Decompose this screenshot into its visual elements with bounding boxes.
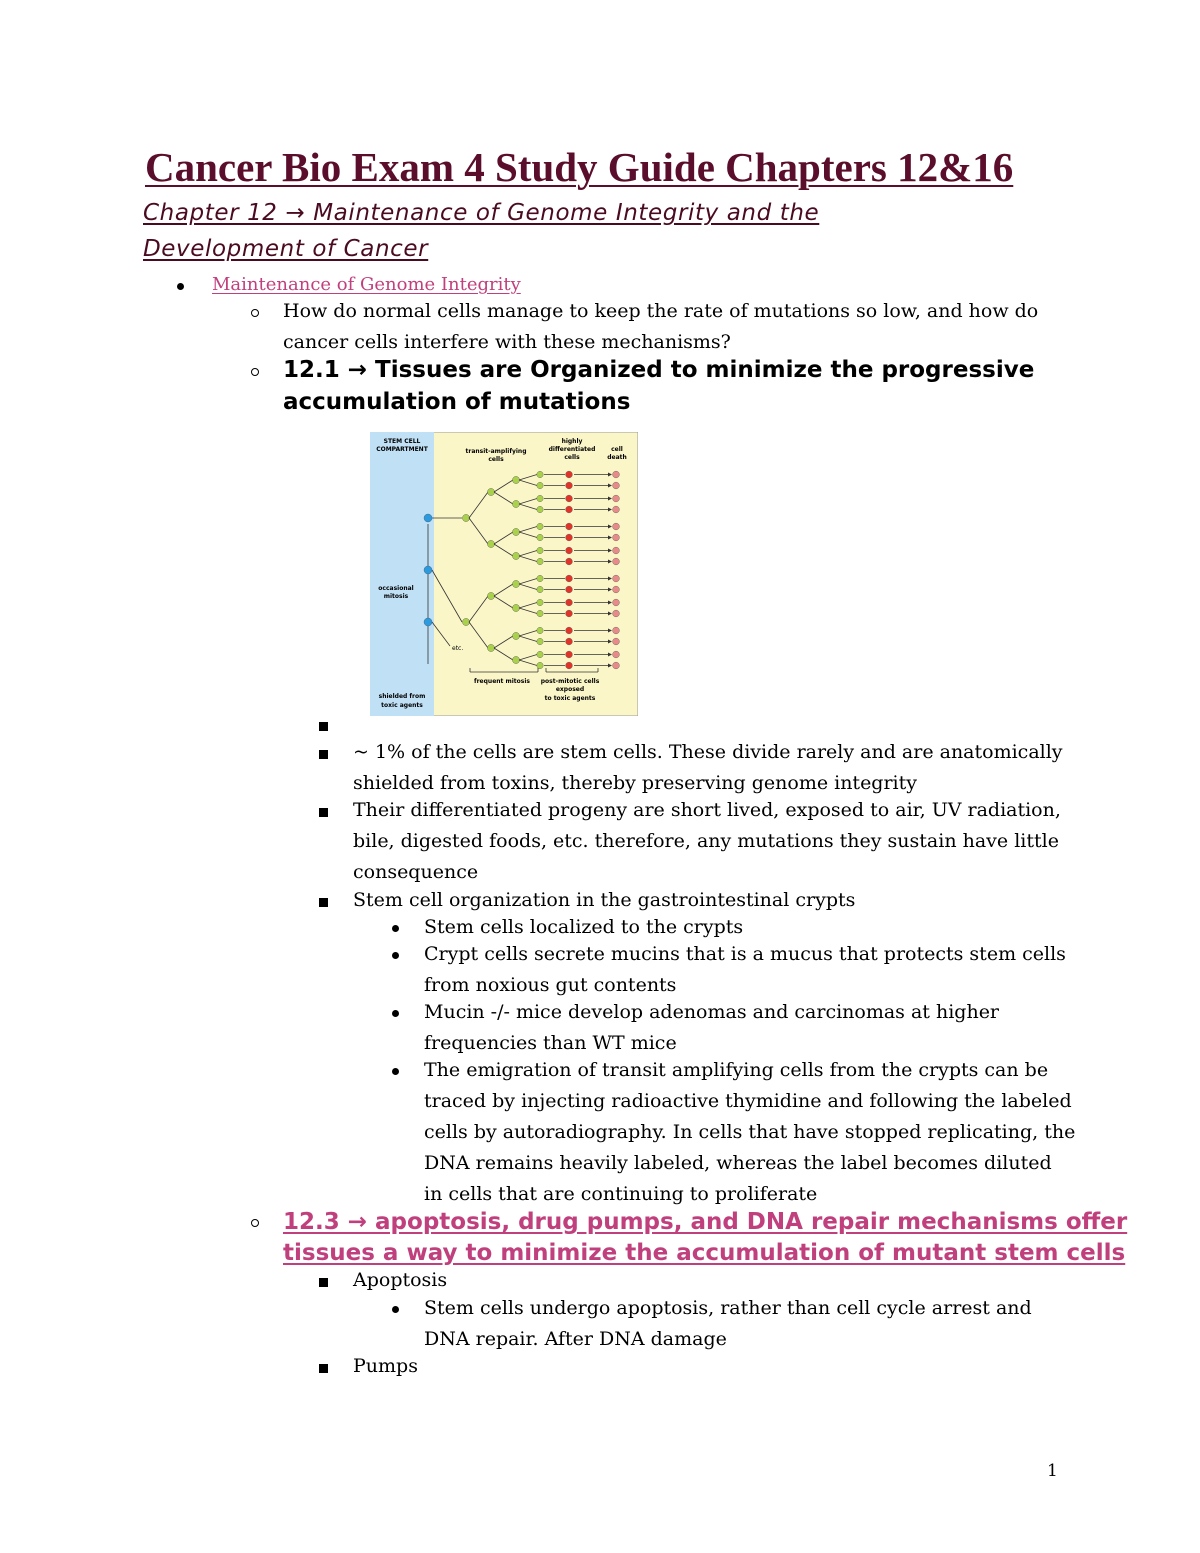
bullet-square-icon <box>319 898 328 907</box>
section-12-3-heading-line2[interactable]: tissues a way to minimize the accumulation of mutant stem cells <box>283 1240 1126 1266</box>
frequent-label: frequent mitosis <box>473 678 531 685</box>
diff-label-3: cells <box>564 454 580 461</box>
crypt-sub4-line3: cells by autoradiography. In cells that have stopped replicating, the <box>424 1121 1076 1143</box>
crypt-sub4-line2: traced by injecting radioactive thymidine and following the labeled <box>424 1090 1072 1112</box>
transit-label-1: transit-amplifying <box>465 448 527 455</box>
section-12-1-heading-line2: accumulation of mutations <box>283 389 631 415</box>
bullet-dot-icon <box>392 952 399 959</box>
transit-cell <box>512 580 519 587</box>
differentiated-cell <box>566 638 573 645</box>
bullet-square-icon <box>319 808 328 817</box>
differentiated-cell <box>566 599 573 606</box>
postmitotic-label-2: exposed <box>555 686 585 693</box>
apoptosis-sub-line2: DNA repair. After DNA damage <box>424 1328 727 1350</box>
transit-cell <box>537 586 543 592</box>
death-label-2: death <box>607 454 627 461</box>
bullet-dot-icon <box>177 283 184 290</box>
transit-cell <box>487 592 494 599</box>
dead-cell <box>613 662 620 669</box>
chapter-heading-line2: Development of Cancer <box>143 236 429 262</box>
etc-label: etc. <box>452 645 464 652</box>
differentiated-cell <box>566 506 573 513</box>
transit-cell <box>487 644 494 651</box>
stem-cell <box>424 566 432 574</box>
progeny-bullet-line2: bile, digested foods, etc. therefore, any mutations they sustain have little <box>353 830 1059 852</box>
differentiated-cell <box>566 610 573 617</box>
shielded-label-2: toxic agents <box>381 702 423 709</box>
transit-cell <box>537 482 543 488</box>
transit-cell <box>537 523 543 529</box>
crypt-organization-bullet: Stem cell organization in the gastrointestinal crypts <box>353 889 856 911</box>
pumps-bullet: Pumps <box>353 1355 418 1377</box>
dead-cell <box>613 506 620 513</box>
dead-cell <box>613 547 620 554</box>
transit-cell <box>537 575 543 581</box>
transit-cell <box>537 610 543 616</box>
stem-cell <box>424 618 432 626</box>
transit-cell <box>462 514 469 521</box>
transit-cell <box>487 488 494 495</box>
postmitotic-label-1: post-mitotic cells <box>540 678 600 685</box>
crypt-sub4-line1: The emigration of transit amplifying cells from the crypts can be <box>424 1059 1049 1081</box>
document-title: Cancer Bio Exam 4 Study Guide Chapters 12&16 <box>145 144 1014 190</box>
differentiated-cell <box>566 482 573 489</box>
dead-cell <box>613 610 620 617</box>
transit-cell <box>487 540 494 547</box>
differentiated-cell <box>566 471 573 478</box>
apoptosis-bullet: Apoptosis <box>353 1269 448 1291</box>
bullet-dot-icon <box>392 1010 399 1017</box>
transit-cell <box>512 552 519 559</box>
dead-cell <box>613 523 620 530</box>
dead-cell <box>613 599 620 606</box>
transit-cell <box>537 638 543 644</box>
transit-label-2: cells <box>488 456 504 463</box>
dead-cell <box>613 651 620 658</box>
chapter-heading-line1: Chapter 12 → Maintenance of Genome Integrity and the <box>143 200 820 226</box>
transit-cell <box>512 500 519 507</box>
dead-cell <box>613 586 620 593</box>
transit-cell <box>537 651 543 657</box>
progeny-bullet-line1: Their differentiated progeny are short lived, exposed to air, UV radiation, <box>353 799 1061 821</box>
transit-cell <box>462 618 469 625</box>
stem-label-2: COMPARTMENT <box>376 446 428 453</box>
progeny-bullet-line3: consequence <box>353 861 479 883</box>
transit-cell <box>537 547 543 553</box>
transit-cell <box>537 495 543 501</box>
crypt-sub2-line1: Crypt cells secrete mucins that is a mucus that protects stem cells <box>424 943 1066 965</box>
crypt-sub1-line1: Stem cells localized to the crypts <box>424 916 744 938</box>
transit-cell <box>537 558 543 564</box>
dead-cell <box>613 627 620 634</box>
death-label-1: cell <box>611 446 623 453</box>
crypt-sub3-line1: Mucin -/- mice develop adenomas and carcinomas at higher <box>424 1001 1000 1023</box>
transit-cell <box>512 476 519 483</box>
differentiated-cell <box>566 495 573 502</box>
occ-label-2: mitosis <box>383 593 409 600</box>
section-12-1-heading-line1: 12.1 → Tissues are Organized to minimize the progressive <box>283 357 1035 383</box>
question-line2: cancer cells interfere with these mechanisms? <box>283 331 731 353</box>
bullet-square-icon <box>319 722 328 731</box>
transit-cell <box>512 528 519 535</box>
dead-cell <box>613 471 620 478</box>
dead-cell <box>613 495 620 502</box>
differentiated-cell <box>566 627 573 634</box>
section-12-3-heading-line1[interactable]: 12.3 → apoptosis, drug pumps, and DNA repair mechanisms offer <box>283 1209 1128 1235</box>
crypt-sub2-line2: from noxious gut contents <box>424 974 677 996</box>
bullet-dot-icon <box>392 925 399 932</box>
stem-label-1: STEM CELL <box>383 438 421 445</box>
transit-cell <box>537 627 543 633</box>
differentiated-cell <box>566 586 573 593</box>
diff-label-2: differentiated <box>548 446 596 453</box>
differentiated-cell <box>566 558 573 565</box>
crypt-sub4-line4: DNA remains heavily labeled, whereas the label becomes diluted <box>424 1152 1052 1174</box>
transit-cell <box>512 656 519 663</box>
transit-cell <box>537 534 543 540</box>
crypt-sub3-line2: frequencies than WT mice <box>424 1032 677 1054</box>
stem-cell-compartment-figure <box>370 432 638 716</box>
shielded-label-1: shielded from <box>378 693 426 700</box>
bullet-dot-icon <box>392 1068 399 1075</box>
transit-cell <box>537 662 543 668</box>
differentiated-cell <box>566 575 573 582</box>
stem-cells-bullet-line2: shielded from toxins, thereby preserving genome integrity <box>353 772 917 794</box>
transit-cell <box>512 632 519 639</box>
question-line1: How do normal cells manage to keep the rate of mutations so low, and how do <box>283 300 1039 322</box>
stem-cells-bullet-line1: ~ 1% of the cells are stem cells. These divide rarely and are anatomically <box>353 741 1063 763</box>
bullet-square-icon <box>319 1278 328 1287</box>
apoptosis-sub-line1: Stem cells undergo apoptosis, rather than cell cycle arrest and <box>424 1297 1032 1319</box>
transit-cell <box>537 599 543 605</box>
page-number: 1 <box>1047 1461 1058 1481</box>
stem-zone <box>370 432 434 716</box>
postmitotic-label-3: to toxic agents <box>544 695 596 702</box>
differentiated-cell <box>566 547 573 554</box>
diff-label-1: highly <box>561 438 583 445</box>
bullet-circle-icon <box>251 1219 259 1227</box>
differentiated-cell <box>566 534 573 541</box>
bullet-square-icon <box>319 1364 328 1373</box>
genome-integrity-link[interactable]: Maintenance of Genome Integrity <box>212 274 521 295</box>
bullet-circle-icon <box>251 368 259 376</box>
occ-label-1: occasional <box>378 585 414 592</box>
dead-cell <box>613 558 620 565</box>
transit-cell <box>512 604 519 611</box>
crypt-sub4-line5: in cells that are continuing to proliferate <box>424 1183 818 1205</box>
bullet-dot-icon <box>392 1306 399 1313</box>
bullet-square-icon <box>319 750 328 759</box>
differentiated-cell <box>566 523 573 530</box>
transit-cell <box>537 506 543 512</box>
bullet-circle-icon <box>251 309 259 317</box>
transit-cell <box>537 471 543 477</box>
dead-cell <box>613 534 620 541</box>
stem-cell <box>424 514 432 522</box>
dead-cell <box>613 482 620 489</box>
differentiated-cell <box>566 651 573 658</box>
dead-cell <box>613 575 620 582</box>
dead-cell <box>613 638 620 645</box>
differentiated-cell <box>566 662 573 669</box>
